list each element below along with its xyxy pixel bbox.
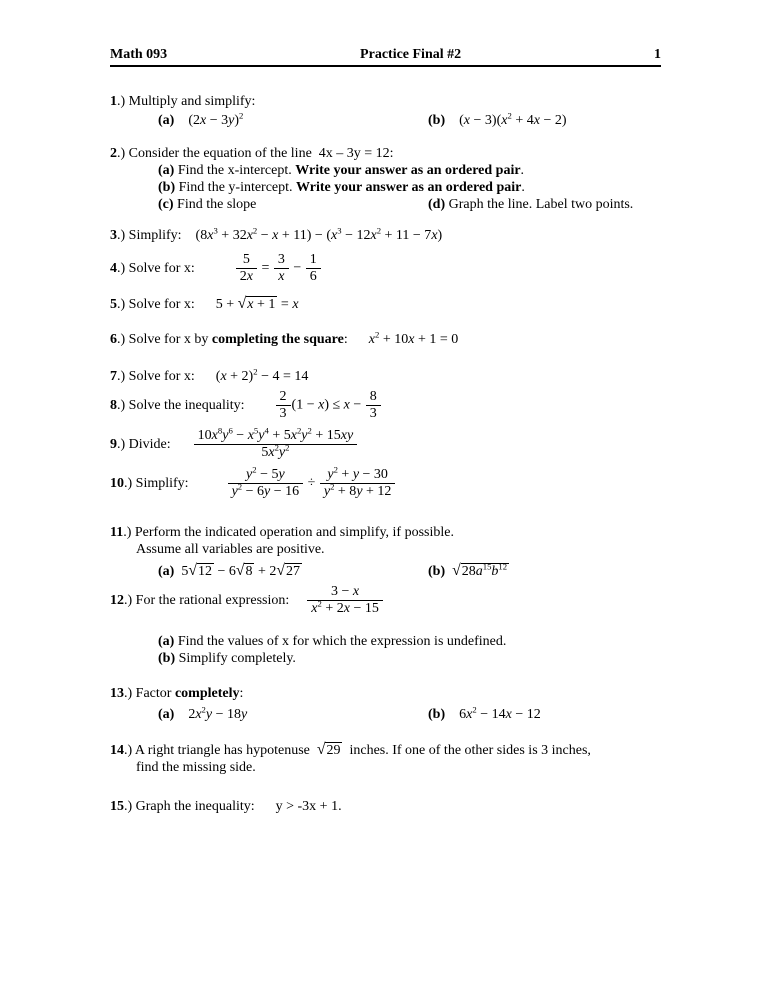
problem-13 [110,685,661,723]
header-title: Practice Final #2 [360,47,462,62]
problem-10-label: 10.) Simplify: [110,476,189,491]
problem-2-part-b: (b) Find the y-intercept. Write your answer as an ordered pair. [158,180,525,195]
problem-15: 15.) Graph the inequality: y > -3x + 1. [110,799,342,814]
problem-4 [110,252,661,285]
problem-7: 7.) Solve for x: $(x + 2)^2 - 4 = 14$ [110,366,309,384]
problem-4-expression: $\frac{5}{2x}$ = $\frac{3}{x}$ − $\frac{1}{6}$ [235,252,322,285]
problem-10 [110,464,661,500]
problem-11-stem: 11.) Perform the indicated operation and simplify, if possible. [110,525,454,540]
problem-11-part-b: (b) $√28a^{15}b^{12}$ [428,561,508,579]
problem-12-statement [110,584,661,617]
problem-1-stem: 1.) Multiply and simplify: [110,94,256,109]
problem-11-part-a: (a) 5√12 − 6√8 + 2√27 [158,562,300,579]
problem-10-expression: $\frac{y^2 - 5y}{y^2 - 6y - 16}$ ÷ $\frac{y^2 + y - 30}{y^2 + 8y + 12}$ [227,467,397,500]
problem-2-parts-cd [158,196,661,213]
problem-2-stem: 2.) Consider the equation of the line 4x – 3y = 12: [110,146,394,161]
problem-12-label: 12.) For the rational expression: [110,593,290,608]
problem-1-part-a: (a) $(2x - 3y)^2$ [158,110,244,128]
page-header [110,46,661,67]
problem-8 [110,389,661,422]
problem-9 [110,425,661,461]
problem-8-label: 8.) Solve the inequality: [110,398,245,413]
problem-3: 3.) Simplify: $(8x^3 + 32x^2 - x + 11) - (x^3 - 12x^2 + 11 - 7x)$ [110,225,443,243]
problem-2-part-d: (d) Graph the line. Label two points. [428,197,634,212]
problem-11 [110,524,661,580]
problem-11-stem-line2: Assume all variables are positive. [136,542,325,557]
problem-14 [110,741,661,776]
problem-4-label: 4.) Solve for x: [110,261,195,276]
problem-12-expression: $\frac{3 - x}{x^2 + 2x - 15}$ [306,584,384,617]
problem-1-part-b: (b) $(x - 3)(x^2 + 4x - 2)$ [428,110,567,128]
problem-12-part-b: (b) Simplify completely. [158,651,296,666]
problem-6: 6.) Solve for x by completing the square: $x^2 + 10x + 1 = 0$ [110,329,459,347]
problem-13-part-a: (a) $2x^2y - 18y$ [158,704,248,722]
problem-13-part-b: (b) $6x^2 - 14x - 12$ [428,704,541,722]
problem-5: 5.) Solve for x: 5 + √x + 1 = x [110,295,299,312]
problem-8-expression: $\frac{2}{3}$ (1 − x) ≤ x − $\frac{8}{3}$ [275,389,382,422]
problem-1 [110,93,661,129]
problem-11-parts [158,562,661,580]
problem-13-stem: 13.) Factor completely: [110,686,244,701]
header-course: Math 093 [110,47,168,62]
problem-9-label: 9.) Divide: [110,437,171,452]
problem-14-line2: find the missing side. [136,760,256,775]
problem-12-part-a: (a) Find the values of x for which the expression is undefined. [158,634,507,649]
problem-13-parts [158,706,661,723]
problem-9-expression: $\frac{10x^8y^6 - x^5y^4 + 5x^2y^2 + 15xy}{5x^2y^2}$ [193,428,359,461]
header-page-number: 1 [654,47,661,62]
problem-14-line1: 14.) A right triangle has hypotenuse √29 inches. If one of the other sides is 3 inches, [110,741,591,758]
problem-2 [110,145,661,213]
page-content [110,46,661,815]
problem-2-part-a: (a) Find the x-intercept. Write your answer as an ordered pair. [158,163,525,178]
problem-2-part-c: (c) Find the slope [158,197,257,212]
problem-12 [110,584,661,667]
problem-1-parts [158,112,661,129]
